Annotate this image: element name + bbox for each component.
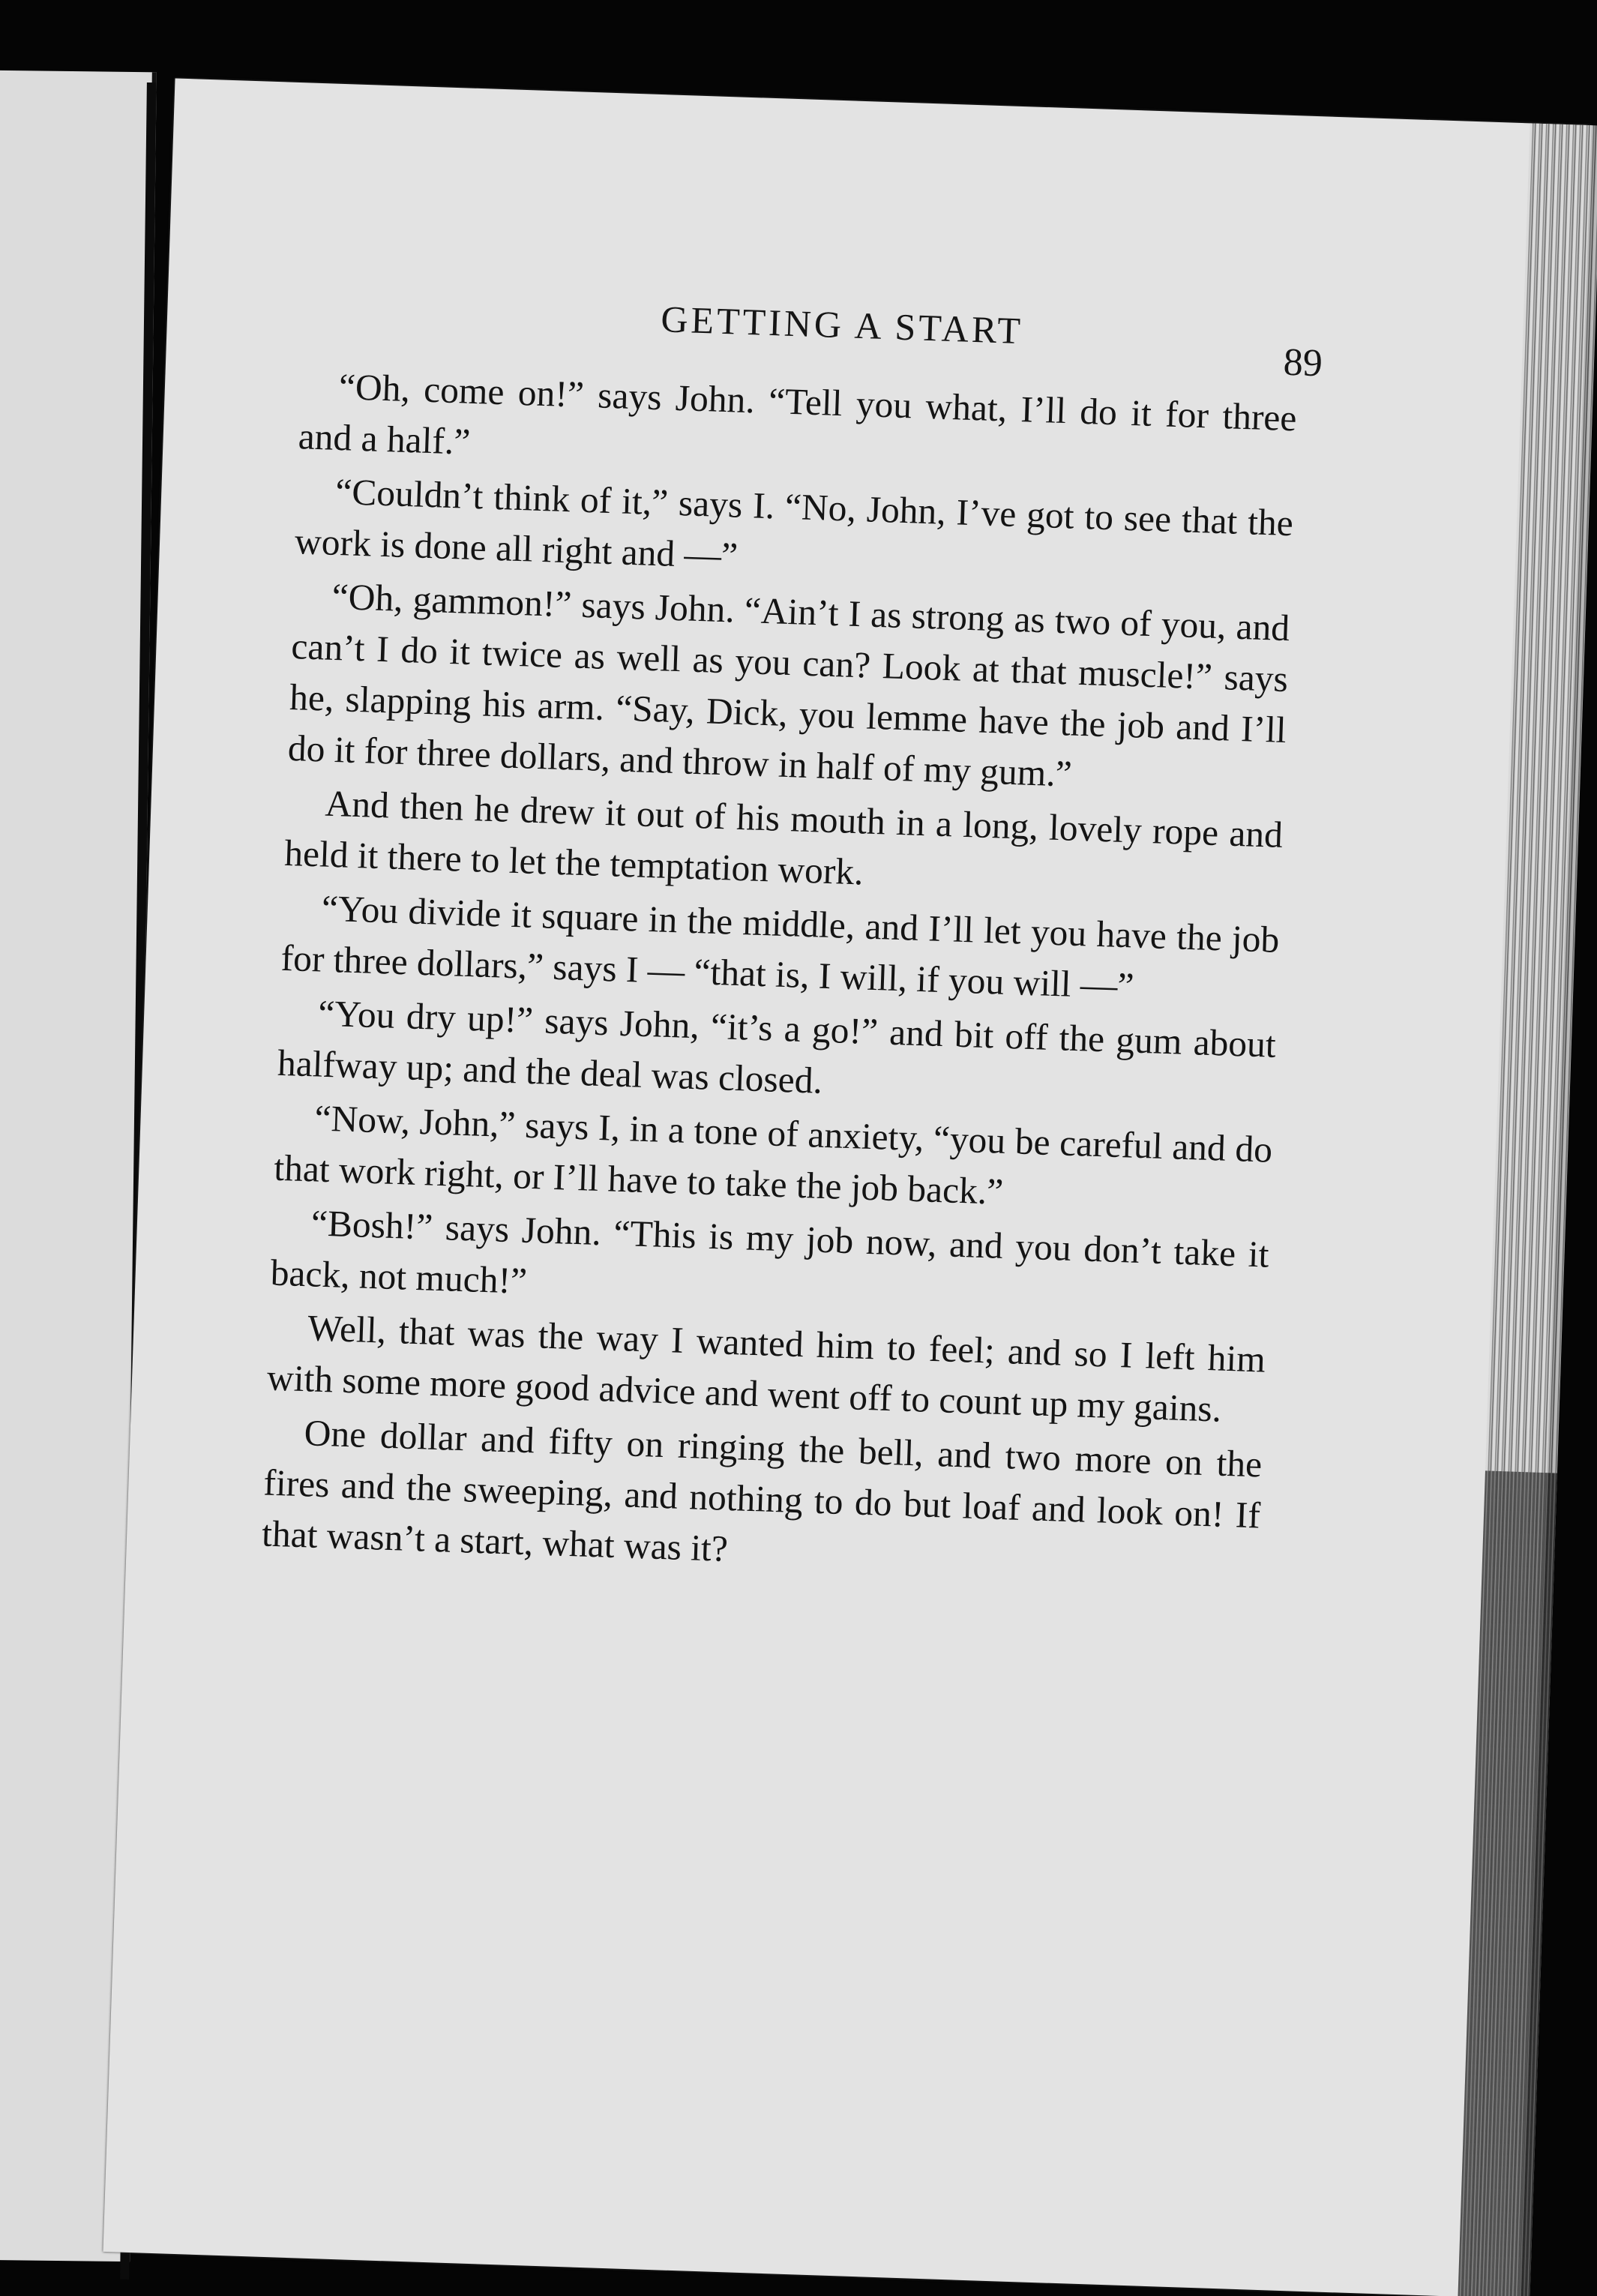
paragraph: One dollar and fifty on ringing the bell, and two more on the fires and the sweeping, and nothing to do but loaf and look on! If that wasn’t a start, what was it?: [261, 1412, 1263, 1569]
paragraph: “Oh, gammon!” says John. “Ain’t I as strong as two of you, and can’t I do it twice as well as you can? Look at that muscle!” says he, slapping his arm. “Say, Dick, you lemme have the job and I’ll do it for three dollars, and throw in half of my gum.”: [287, 575, 1291, 795]
page-edges-stack: [1458, 123, 1597, 2296]
page-number: 89: [1282, 340, 1323, 385]
paragraph: “Bosh!” says John. “This is my job now, and you don’t take it back, not much!”: [269, 1202, 1270, 1302]
paragraph: And then he drew it out of his mouth in a long, lovely rope and held it there to let the temptation work.: [283, 782, 1284, 893]
paragraph: Well, that was the way I wanted him to feel; and so I left him with some more good advice and went off to count up my gains.: [266, 1307, 1266, 1430]
paragraph: “You dry up!” says John, “it’s a go!” and bit off the gum about halfway up; and the deal was closed.: [277, 992, 1277, 1102]
paragraph: “Oh, come on!” says John. “Tell you what, I’ll do it for three and a half.”: [297, 365, 1298, 463]
paragraph: “Now, John,” says I, in a tone of anxiety, “you be careful and do that work right, or I’ll have to take the job back.”: [273, 1097, 1273, 1212]
paragraph: “You divide it square in the middle, and I’ll let you have the job for three dollars,” says I — “that is, I will, if you will —”: [280, 887, 1281, 1007]
body-text: [261, 360, 1297, 1592]
book-page: [103, 78, 1591, 2296]
paragraph: “Couldn’t think of it,” says I. “No, John, I’ve got to see that the work is done all right and —”: [294, 470, 1294, 577]
running-head: GETTING A START: [660, 298, 1024, 352]
